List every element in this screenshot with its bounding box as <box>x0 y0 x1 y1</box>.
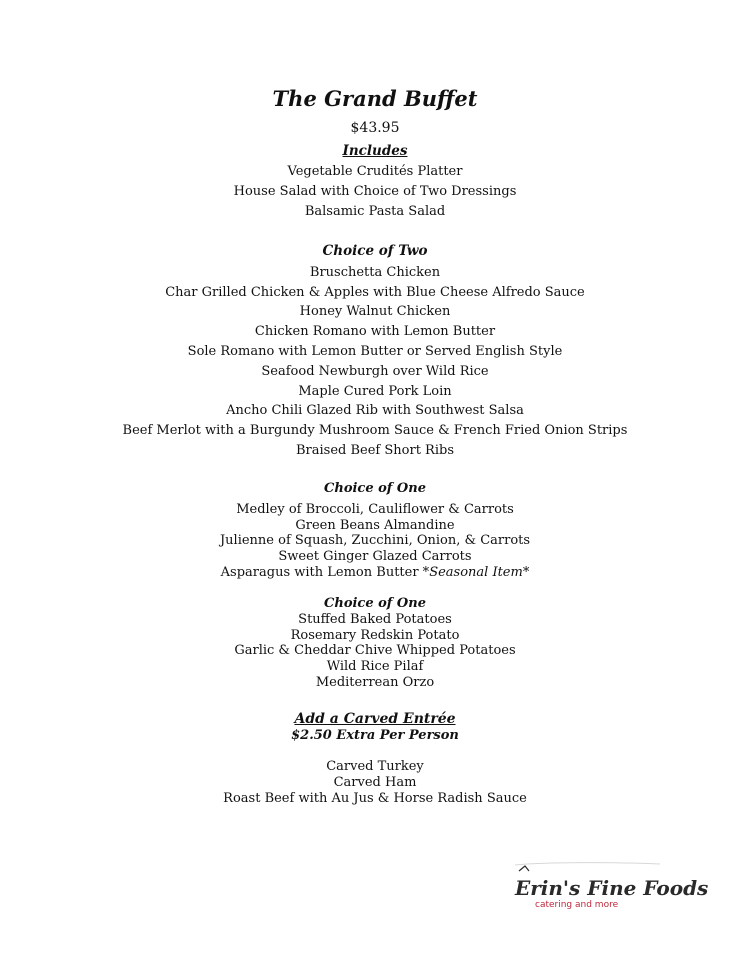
veg-item: Julienne of Squash, Zucchini, Onion, & Carrots <box>219 533 531 548</box>
menu-title: The Grand Buffet <box>272 86 478 111</box>
carved-item: Carved Turkey <box>326 759 424 774</box>
starch-item: Mediterrean Orzo <box>315 675 435 690</box>
carved-heading: Add a Carved Entrée <box>294 711 456 727</box>
chef-hat-icon <box>519 866 529 871</box>
starch-item: Garlic & Cheddar Chive Whipped Potatoes <box>234 643 516 658</box>
veg-item: Sweet Ginger Glazed Carrots <box>278 549 472 564</box>
includes-item: Vegetable Crudités Platter <box>287 164 463 179</box>
logo-name: Erin's Fine Foods <box>515 876 709 900</box>
choice-two-item: Ancho Chili Glazed Rib with Southwest Salsa <box>226 403 524 418</box>
company-logo <box>505 861 709 911</box>
carved-item: Roast Beef with Au Jus & Horse Radish Sauce <box>223 791 527 806</box>
veg-item: Medley of Broccoli, Cauliflower & Carrots <box>236 502 514 517</box>
logo-tagline: catering and more <box>535 900 619 910</box>
carved-item: Carved Ham <box>333 775 417 790</box>
choice-two-item: Maple Cured Pork Loin <box>298 384 452 399</box>
seasonal-note: Seasonal Item <box>429 565 523 580</box>
starch-item: Stuffed Baked Potatoes <box>298 612 452 627</box>
choice-two-item: Bruschetta Chicken <box>309 265 441 280</box>
includes-heading: Includes <box>342 143 408 159</box>
choice-two-item: Braised Beef Short Ribs <box>296 443 454 458</box>
choice-two-item: Sole Romano with Lemon Butter or Served English Style <box>187 344 563 359</box>
asparagus-label: Asparagus with Lemon Butter * <box>220 565 430 580</box>
choice-two-item: Chicken Romano with Lemon Butter <box>254 324 496 339</box>
includes-item: Balsamic Pasta Salad <box>304 204 446 219</box>
asterisk: * <box>522 565 530 580</box>
logo-swoosh <box>515 863 660 865</box>
choice-one-veg-heading: Choice of One <box>324 481 426 496</box>
choice-one-starch-heading: Choice of One <box>324 596 426 611</box>
choice-two-item: Honey Walnut Chicken <box>299 304 451 319</box>
choice-two-heading: Choice of Two <box>322 243 428 259</box>
starch-item: Rosemary Redskin Potato <box>290 628 460 643</box>
veg-item: Green Beans Almandine <box>295 518 455 533</box>
choice-two-item: Beef Merlot with a Burgundy Mushroom Sauce & French Fried Onion Strips <box>122 423 628 438</box>
carved-subheading: $2.50 Extra Per Person <box>291 728 459 743</box>
choice-two-item: Seafood Newburgh over Wild Rice <box>261 364 489 379</box>
choice-two-item: Char Grilled Chicken & Apples with Blue Cheese Alfredo Sauce <box>165 285 585 300</box>
logo-graphic <box>505 861 709 911</box>
starch-item: Wild Rice Pilaf <box>326 659 424 674</box>
veg-item-asparagus <box>0 565 750 581</box>
menu-price: $43.95 <box>350 120 400 136</box>
includes-item: House Salad with Choice of Two Dressings <box>233 184 517 199</box>
